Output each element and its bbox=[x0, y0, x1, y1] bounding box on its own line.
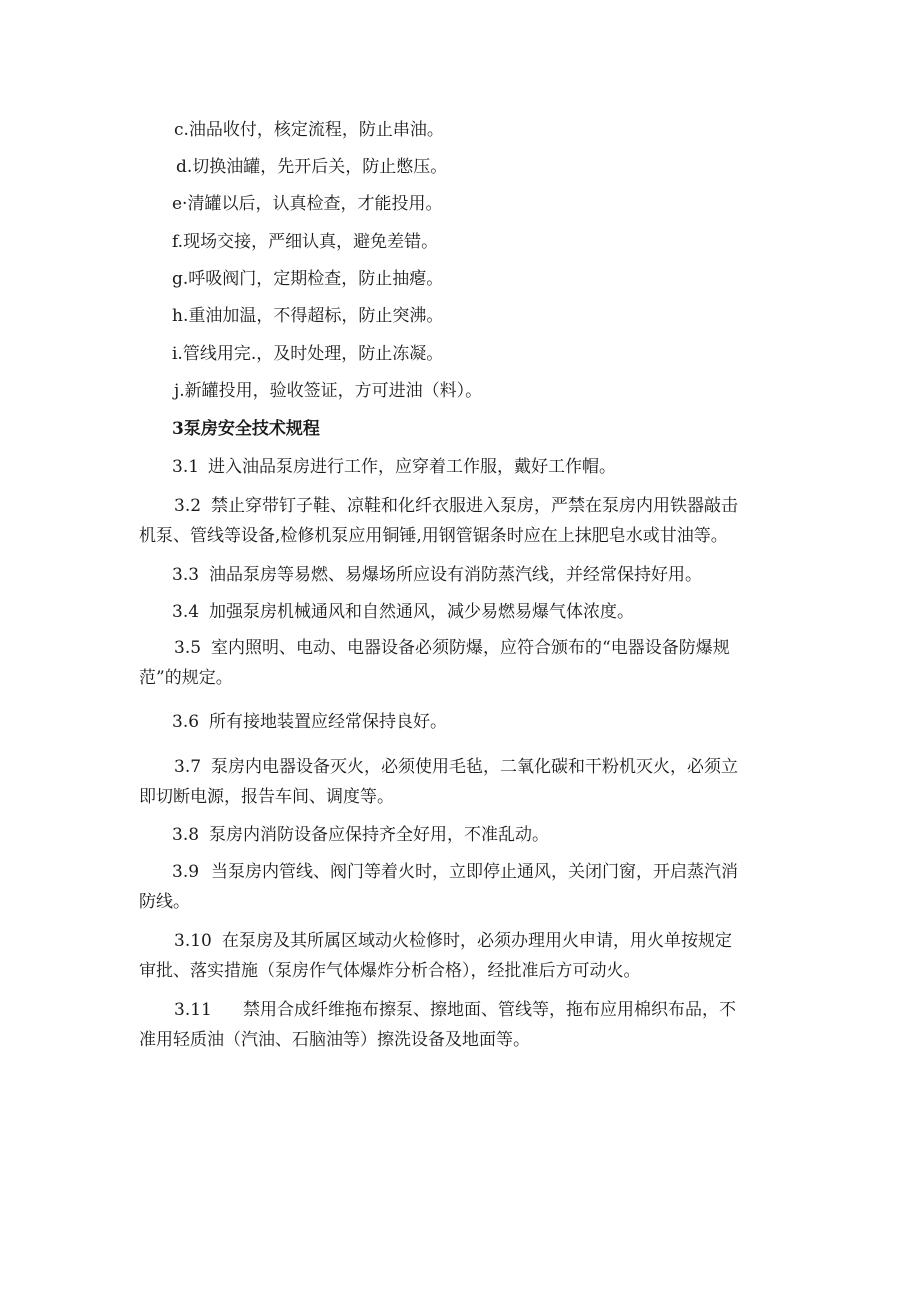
clause-number: 3.9 bbox=[172, 862, 200, 882]
list-item: g.呼吸阀门，定期检查，防止抽瘪。 bbox=[172, 269, 444, 289]
clause-number: 3.3 bbox=[172, 565, 200, 585]
clause-number: 3.11 bbox=[174, 1000, 212, 1020]
clause-number: 3.4 bbox=[172, 602, 200, 622]
clause-text: 泵房内电器设备灭火，必须使用毛毡，二氧化碳和干粉机灭火，必须立 bbox=[211, 757, 738, 777]
clause-text: 当泵房内管线、阀门等着火时，立即停止通风，关闭门窗，开启蒸汽消 bbox=[211, 862, 738, 882]
list-item: i.管线用完.，及时处理，防止冻凝。 bbox=[172, 344, 444, 364]
list-item: h.重油加温，不得超标，防止突沸。 bbox=[172, 306, 444, 326]
clause-text: 禁用合成纤维拖布擦泵、擦地面、管线等，拖布应用棉织布品，不 bbox=[243, 1000, 736, 1020]
clause-text: 机泵、管线等设备,检修机泵应用铜锤,用钢管锯条时应在上抹肥皂水或甘油等。 bbox=[139, 526, 728, 546]
clause-text: 进入油品泵房进行工作，应穿着工作服，戴好工作帽。 bbox=[208, 457, 616, 477]
clause-number: 3.5 bbox=[174, 638, 202, 658]
list-item: f.现场交接，严细认真，避免差错。 bbox=[172, 232, 439, 252]
clause-text: 室内照明、电动、电器设备必须防爆，应符合颁布的“电器设备防爆规 bbox=[211, 638, 730, 658]
clause-number: 3.2 bbox=[174, 496, 202, 516]
clause-number: 3.7 bbox=[174, 757, 202, 777]
clause-text: 在泵房及其所属区域动火检修时，必须办理用火申请，用火单按规定 bbox=[222, 931, 732, 951]
clause-text: 准用轻质油（汽油、石脑油等）擦洗设备及地面等。 bbox=[139, 1030, 530, 1050]
clause-text: 加强泵房机械通风和自然通风，减少易燃易爆气体浓度。 bbox=[209, 602, 634, 622]
clause-text: 油品泵房等易燃、易爆场所应设有消防蒸汽线，并经常保持好用。 bbox=[209, 565, 702, 585]
list-item: d.切换油罐，先开后关，防止憋压。 bbox=[176, 157, 448, 177]
clause-text: 即切断电源，报告车间、调度等。 bbox=[139, 787, 394, 807]
clause-number: 3.8 bbox=[172, 825, 200, 845]
clause-text: 所有接地装置应经常保持良好。 bbox=[209, 712, 447, 732]
clause-text: 禁止穿带钉子鞋、凉鞋和化纤衣服进入泵房，严禁在泵房内用铁器敲击 bbox=[211, 496, 738, 516]
list-item: j.新罐投用，验收签证，方可进油（料）。 bbox=[174, 381, 483, 401]
clause-number: 3.6 bbox=[172, 712, 200, 732]
list-item: e·清罐以后，认真检查，才能投用。 bbox=[172, 194, 443, 214]
clause-number: 3.1 bbox=[172, 457, 200, 477]
clause-text: 范”的规定。 bbox=[139, 668, 233, 688]
section-heading: 3泵房安全技术规程 bbox=[172, 419, 320, 439]
clause-text: 防线。 bbox=[139, 892, 190, 912]
list-item: c.油品收付，核定流程，防止串油。 bbox=[174, 120, 444, 140]
clause-text: 审批、落实措施（泵房作气体爆炸分析合格），经批准后方可动火。 bbox=[139, 961, 641, 981]
clause-number: 3.10 bbox=[174, 931, 212, 951]
clause-text: 泵房内消防设备应保持齐全好用，不准乱动。 bbox=[209, 825, 549, 845]
